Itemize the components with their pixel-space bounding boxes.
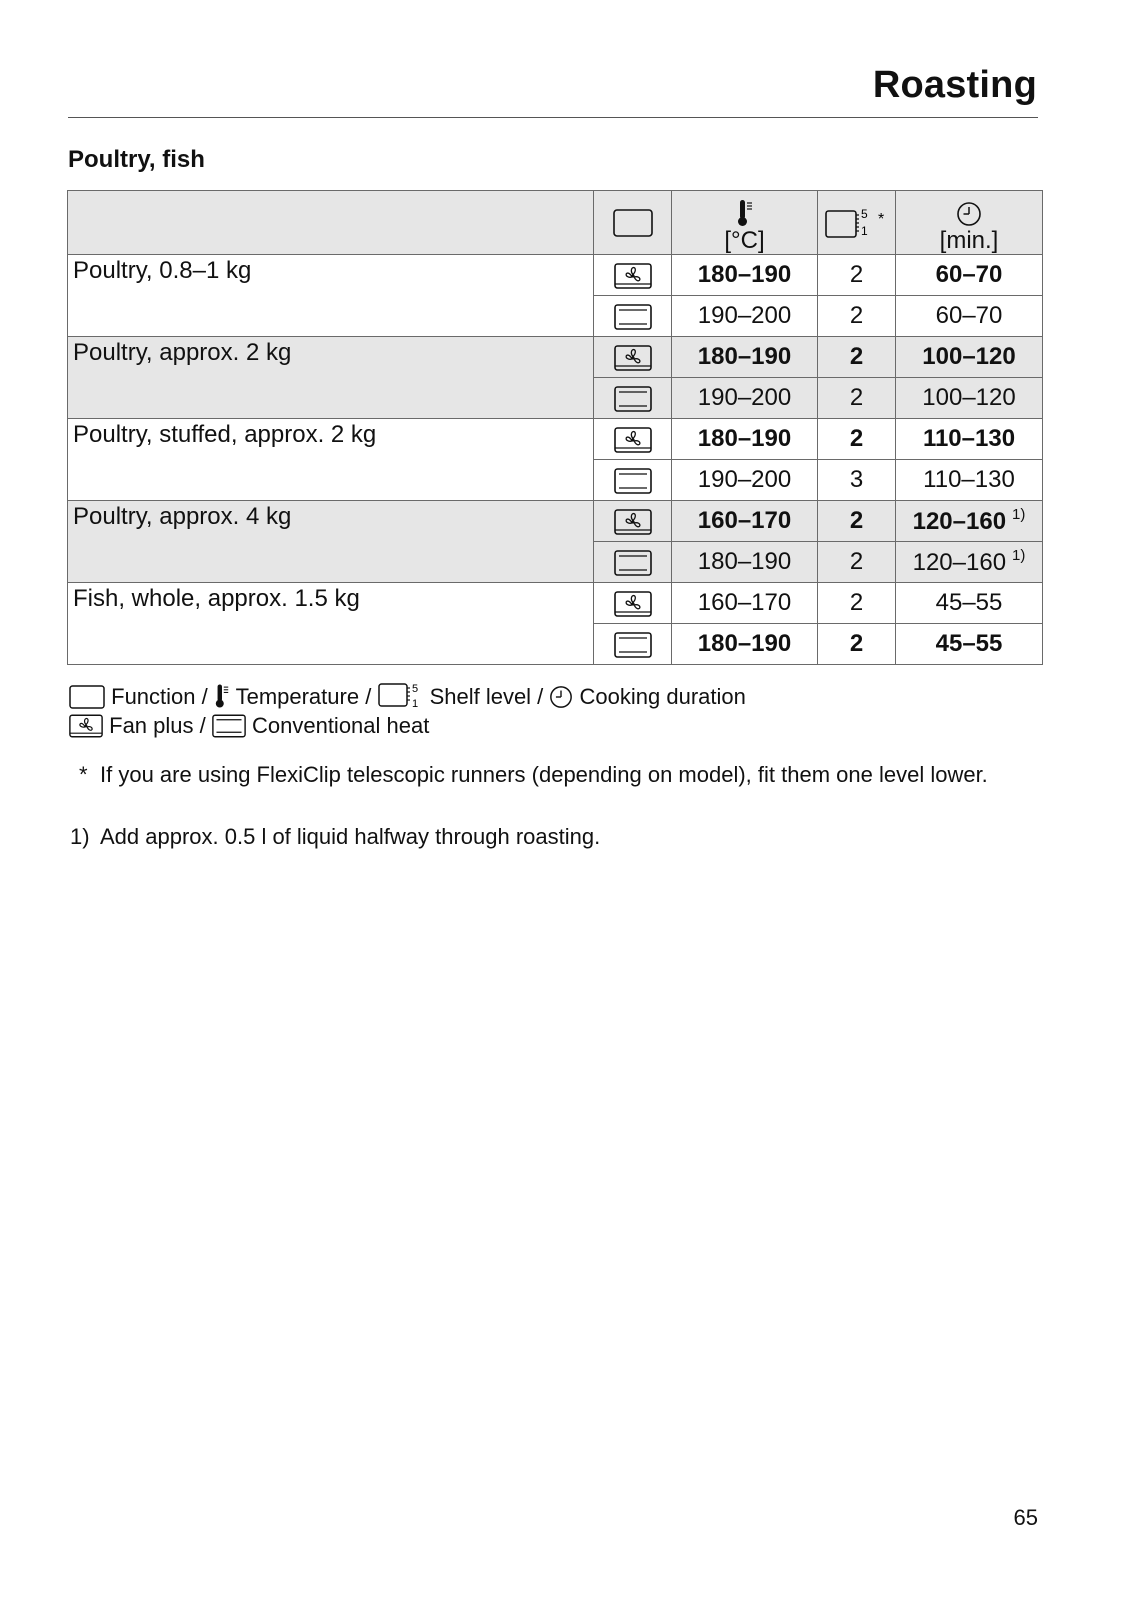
- shelf-level-cell: [818, 501, 896, 542]
- temperature-cell-value: 180–190: [697, 630, 792, 657]
- duration-cell-value: 110–130: [923, 466, 1015, 493]
- shelf-asterisk: *: [877, 210, 884, 228]
- duration-cell-value: 45–55: [935, 589, 1003, 616]
- fan-plus-icon: [614, 591, 652, 617]
- shelf-level-cell-value: 2: [849, 548, 864, 575]
- function-cell: [594, 296, 672, 337]
- shelf-level-cell-value: 2: [849, 630, 864, 657]
- temperature-cell-value: 180–190: [697, 548, 792, 575]
- legend-function: Function /: [111, 684, 208, 709]
- footnote-reference: 1): [1012, 547, 1026, 564]
- function-cell: [594, 583, 672, 624]
- table-row: [68, 501, 1043, 542]
- temperature-cell: [672, 624, 818, 665]
- clock-icon: [956, 201, 982, 227]
- section-title: Poultry, fish: [68, 146, 205, 173]
- duration-cell: [896, 583, 1043, 624]
- shelf-level-cell: [818, 337, 896, 378]
- thermometer-icon: [214, 683, 230, 709]
- shelf-level-cell: [818, 296, 896, 337]
- temperature-cell-value: 190–200: [697, 302, 792, 329]
- shelf-level-cell: [818, 583, 896, 624]
- temperature-cell-value: 190–200: [697, 466, 792, 493]
- duration-cell: [896, 296, 1043, 337]
- footnote-1: [70, 823, 1030, 851]
- shelf-level-cell: [818, 624, 896, 665]
- header-temperature: [672, 191, 818, 255]
- shelf-level-cell-value: 2: [849, 384, 864, 411]
- food-item: Poultry, stuffed, approx. 2 kg: [68, 419, 594, 501]
- duration-cell: [896, 255, 1043, 296]
- duration-cell-value: 100–120: [922, 343, 1016, 370]
- duration-cell-value: 120–160: [912, 508, 1007, 535]
- header-shelf-level: [818, 191, 896, 255]
- footnote-mark: *: [79, 762, 88, 787]
- duration-cell-value: 60–70: [935, 261, 1003, 288]
- header-function: [594, 191, 672, 255]
- clock-icon: [549, 685, 573, 709]
- function-icon: [69, 685, 105, 709]
- table-row: [68, 419, 1043, 460]
- table-row: [68, 583, 1043, 624]
- legend-shelf-bottom: 1: [412, 698, 419, 709]
- shelf-level-icon: [824, 205, 890, 241]
- function-cell: [594, 419, 672, 460]
- conventional-heat-icon: [614, 468, 652, 494]
- temperature-cell-value: 180–190: [697, 261, 792, 288]
- shelf-bottom-number: 1: [860, 223, 868, 238]
- duration-cell: [896, 378, 1043, 419]
- shelf-level-cell: [818, 378, 896, 419]
- temperature-cell-value: 180–190: [697, 425, 792, 452]
- temperature-cell: [672, 542, 818, 583]
- conventional-heat-icon: [614, 550, 652, 576]
- conventional-heat-icon: [614, 632, 652, 658]
- food-item: Poultry, approx. 2 kg: [68, 337, 594, 419]
- fan-plus-icon: [69, 713, 103, 738]
- duration-unit: [min.]: [939, 227, 999, 254]
- function-cell: [594, 542, 672, 583]
- fan-plus-icon: [614, 509, 652, 535]
- conventional-heat-icon: [212, 713, 246, 738]
- shelf-level-cell-value: 2: [849, 589, 864, 616]
- table-header-row: [68, 191, 1043, 255]
- temperature-cell: [672, 337, 818, 378]
- shelf-level-icon: [377, 681, 423, 709]
- shelf-level-cell: [818, 542, 896, 583]
- shelf-level-cell: [818, 255, 896, 296]
- chapter-title: Roasting: [872, 64, 1037, 106]
- shelf-level-cell-value: 2: [849, 302, 864, 329]
- fan-plus-icon: [614, 345, 652, 371]
- function-cell: [594, 501, 672, 542]
- shelf-level-cell-value: 2: [849, 261, 864, 288]
- duration-cell: [896, 460, 1043, 501]
- shelf-top-number: 5: [860, 206, 868, 221]
- legend-shelf-top: 5: [412, 683, 419, 695]
- temperature-cell-value: 180–190: [697, 343, 792, 370]
- temperature-cell: [672, 583, 818, 624]
- duration-cell-value: 120–160: [912, 549, 1007, 576]
- temperature-cell-value: 190–200: [697, 384, 792, 411]
- thermometer-icon: [736, 199, 754, 227]
- temperature-cell: [672, 501, 818, 542]
- temperature-cell: [672, 296, 818, 337]
- food-item: Poultry, 0.8–1 kg: [68, 255, 594, 337]
- function-cell: [594, 378, 672, 419]
- roasting-table: [67, 190, 1043, 665]
- conventional-heat-icon: [614, 386, 652, 412]
- duration-cell: [896, 624, 1043, 665]
- legend-duration: Cooking duration: [579, 684, 746, 709]
- temperature-cell: [672, 460, 818, 501]
- table-row: [68, 337, 1043, 378]
- footnote-reference: 1): [1012, 506, 1026, 523]
- function-cell: [594, 460, 672, 501]
- food-item: Poultry, approx. 4 kg: [68, 501, 594, 583]
- temperature-cell: [672, 378, 818, 419]
- shelf-level-cell-value: 3: [849, 466, 864, 493]
- legend-shelf-level: Shelf level /: [429, 684, 544, 709]
- footnote-mark: 1): [70, 824, 90, 849]
- duration-cell: [896, 501, 1043, 542]
- function-cell: [594, 337, 672, 378]
- legend-line-2: [69, 712, 429, 740]
- legend-fan-plus: Fan plus /: [109, 713, 206, 738]
- temperature-cell-value: 160–170: [697, 589, 792, 616]
- shelf-level-cell: [818, 419, 896, 460]
- duration-cell-value: 60–70: [935, 302, 1003, 329]
- legend-temperature: Temperature /: [235, 684, 372, 709]
- shelf-level-cell: [818, 460, 896, 501]
- footnote-text: If you are using FlexiClip telescopic runners (depending on model), fit them one level lower.: [100, 762, 988, 787]
- page-number: 65: [1013, 1505, 1038, 1530]
- temperature-cell: [672, 419, 818, 460]
- temperature-cell: [672, 255, 818, 296]
- shelf-level-cell-value: 2: [849, 507, 864, 534]
- legend-line-1: [69, 681, 746, 711]
- table-row: [68, 255, 1043, 296]
- fan-plus-icon: [614, 427, 652, 453]
- temperature-unit: [°C]: [724, 227, 765, 254]
- fan-plus-icon: [69, 714, 103, 738]
- conventional-heat-icon: [614, 304, 652, 330]
- duration-cell-value: 45–55: [935, 630, 1003, 657]
- function-cell: [594, 255, 672, 296]
- header-divider: [68, 117, 1038, 118]
- function-cell: [594, 624, 672, 665]
- shelf-level-cell-value: 2: [849, 425, 864, 452]
- footnote-asterisk: [70, 761, 1030, 789]
- function-icon: [613, 209, 653, 237]
- food-item: Fish, whole, approx. 1.5 kg: [68, 583, 594, 665]
- fan-plus-icon: [614, 263, 652, 289]
- header-duration: [896, 191, 1043, 255]
- footnote-text: Add approx. 0.5 l of liquid halfway through roasting.: [100, 824, 601, 849]
- duration-cell-value: 100–120: [922, 384, 1016, 411]
- temperature-cell-value: 160–170: [697, 507, 792, 534]
- shelf-level-cell-value: 2: [849, 343, 864, 370]
- conventional-heat-icon: [212, 714, 246, 738]
- header-food: [68, 191, 594, 255]
- duration-cell: [896, 542, 1043, 583]
- duration-cell: [896, 419, 1043, 460]
- legend-conventional-heat: Conventional heat: [251, 713, 430, 738]
- duration-cell: [896, 337, 1043, 378]
- duration-cell-value: 110–130: [922, 425, 1016, 452]
